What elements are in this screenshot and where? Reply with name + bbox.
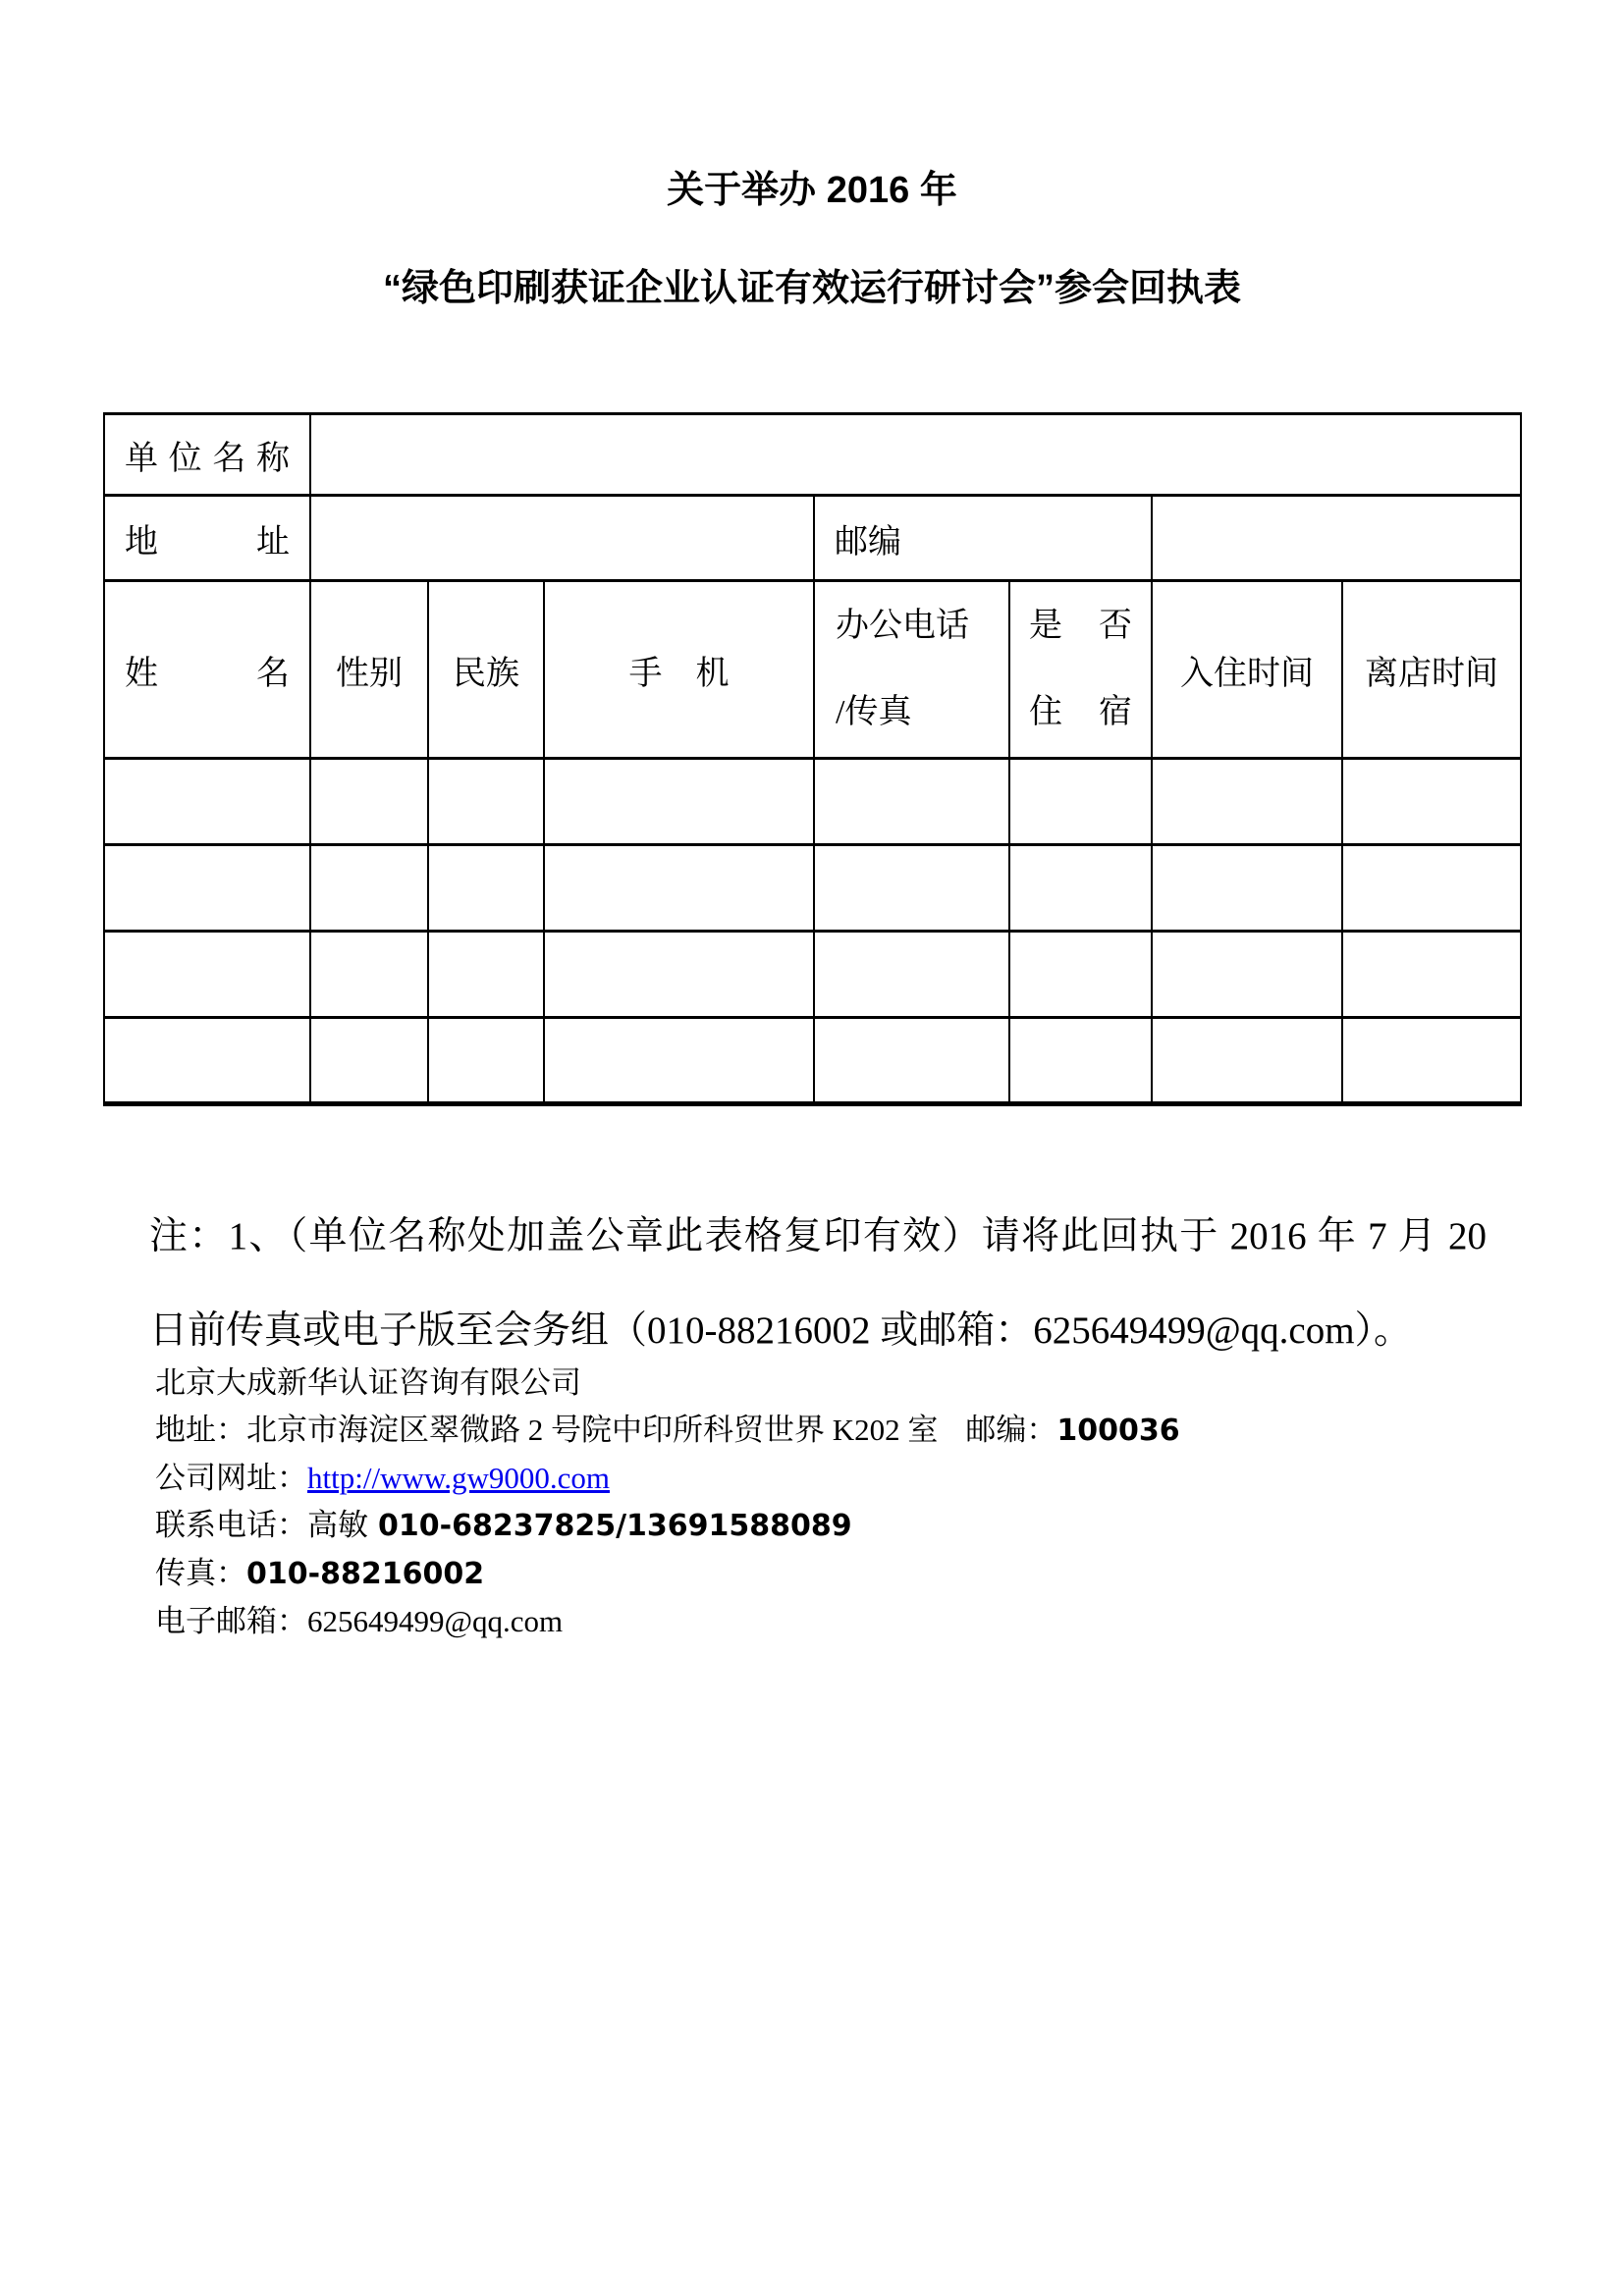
data-cell[interactable] — [1152, 759, 1342, 845]
address-input-cell[interactable] — [310, 496, 814, 581]
company-phone-contact: 高敏 — [307, 1508, 368, 1542]
company-phone-line — [155, 1502, 1180, 1550]
note-line1: 注：1、（单位名称处加盖公章此表格复印有效）请将此回执于 2016 年 7 月 20 — [149, 1215, 1487, 1257]
header-lodging — [1009, 581, 1152, 759]
data-cell[interactable] — [1152, 932, 1342, 1018]
data-cell[interactable] — [104, 932, 310, 1018]
data-cell[interactable] — [1009, 932, 1152, 1018]
postal-code-label: 邮编 — [814, 496, 1152, 581]
data-row-1 — [104, 759, 1521, 845]
company-address-label: 地址： — [155, 1413, 246, 1447]
data-cell[interactable] — [104, 845, 310, 932]
company-name-input-cell[interactable] — [310, 414, 1521, 496]
data-cell[interactable] — [544, 759, 814, 845]
data-cell[interactable] — [1152, 845, 1342, 932]
data-cell[interactable] — [544, 932, 814, 1018]
postal-code-input-cell[interactable] — [1152, 496, 1521, 581]
header-checkout-time: 离店时间 — [1342, 581, 1521, 759]
data-cell[interactable] — [544, 1018, 814, 1104]
company-address-line — [155, 1407, 1180, 1455]
data-cell[interactable] — [310, 1018, 428, 1104]
data-cell[interactable] — [310, 759, 428, 845]
table-header-row — [104, 581, 1521, 759]
data-cell[interactable] — [428, 845, 544, 932]
data-cell[interactable] — [104, 759, 310, 845]
page-title-line2: “绿色印刷获证企业认证有效运行研讨会”参会回执表 — [382, 268, 1241, 309]
data-cell[interactable] — [104, 1018, 310, 1104]
company-name-row — [104, 414, 1521, 496]
header-checkin-time: 入住时间 — [1152, 581, 1342, 759]
company-phone-label: 联系电话： — [155, 1508, 307, 1542]
data-cell[interactable] — [814, 759, 1009, 845]
company-name: 北京大成新华认证咨询有限公司 — [155, 1365, 581, 1400]
data-cell[interactable] — [310, 845, 428, 932]
data-row-3 — [104, 932, 1521, 1018]
data-cell[interactable] — [1009, 845, 1152, 932]
company-fax-line — [155, 1550, 1180, 1598]
address-label: 地 址 — [104, 496, 310, 581]
data-cell[interactable] — [1152, 1018, 1342, 1104]
header-lodging-line1: 是 否 — [1029, 608, 1132, 644]
company-postal-label: 邮编： — [965, 1413, 1057, 1447]
company-website-label: 公司网址： — [155, 1461, 307, 1495]
data-cell[interactable] — [1009, 1018, 1152, 1104]
data-cell[interactable] — [814, 845, 1009, 932]
note-line2: 日前传真或电子版至会务组（010-88216002 或邮箱：625649499@qq.com）。 — [149, 1309, 1413, 1352]
header-ethnicity: 民族 — [428, 581, 544, 759]
company-postal-code: 100036 — [1056, 1414, 1180, 1448]
registration-table — [103, 412, 1522, 1106]
data-row-2 — [104, 845, 1521, 932]
company-info-block — [155, 1360, 1180, 1645]
header-office-phone-line1: 办公电话 — [836, 608, 969, 644]
header-lodging-line2: 住 宿 — [1029, 694, 1132, 730]
data-cell[interactable] — [814, 1018, 1009, 1104]
header-office-phone-line2: /传真 — [836, 694, 912, 730]
company-email-address: 625649499@qq.com — [307, 1604, 564, 1638]
company-website-line — [155, 1455, 1180, 1502]
data-cell[interactable] — [428, 932, 544, 1018]
note-paragraph — [149, 1190, 1487, 1378]
company-phone-numbers: 010-68237825/13691588089 — [378, 1509, 852, 1543]
address-row — [104, 496, 1521, 581]
data-cell[interactable] — [310, 932, 428, 1018]
data-cell[interactable] — [1009, 759, 1152, 845]
company-fax-label: 传真： — [155, 1556, 246, 1590]
data-row-4 — [104, 1018, 1521, 1104]
website-link[interactable]: http://www.gw9000.com — [307, 1461, 610, 1495]
company-email-line — [155, 1598, 1180, 1645]
data-cell[interactable] — [814, 932, 1009, 1018]
data-cell[interactable] — [1342, 1018, 1521, 1104]
header-gender: 性别 — [310, 581, 428, 759]
data-cell[interactable] — [428, 1018, 544, 1104]
data-cell[interactable] — [428, 759, 544, 845]
data-cell[interactable] — [1342, 845, 1521, 932]
company-email-label: 电子邮箱： — [155, 1604, 307, 1638]
data-cell[interactable] — [544, 845, 814, 932]
data-cell[interactable] — [1342, 759, 1521, 845]
company-fax-number: 010-88216002 — [246, 1557, 485, 1591]
page-title-line1: 关于举办 2016 年 — [667, 170, 957, 211]
company-address-value: 北京市海淀区翠微路 2 号院中印所科贸世界 K202 室 — [246, 1413, 939, 1447]
header-name: 姓 名 — [104, 581, 310, 759]
header-office-phone — [814, 581, 1009, 759]
header-mobile: 手 机 — [544, 581, 814, 759]
data-cell[interactable] — [1342, 932, 1521, 1018]
company-name-label: 单位名称 — [104, 414, 310, 496]
